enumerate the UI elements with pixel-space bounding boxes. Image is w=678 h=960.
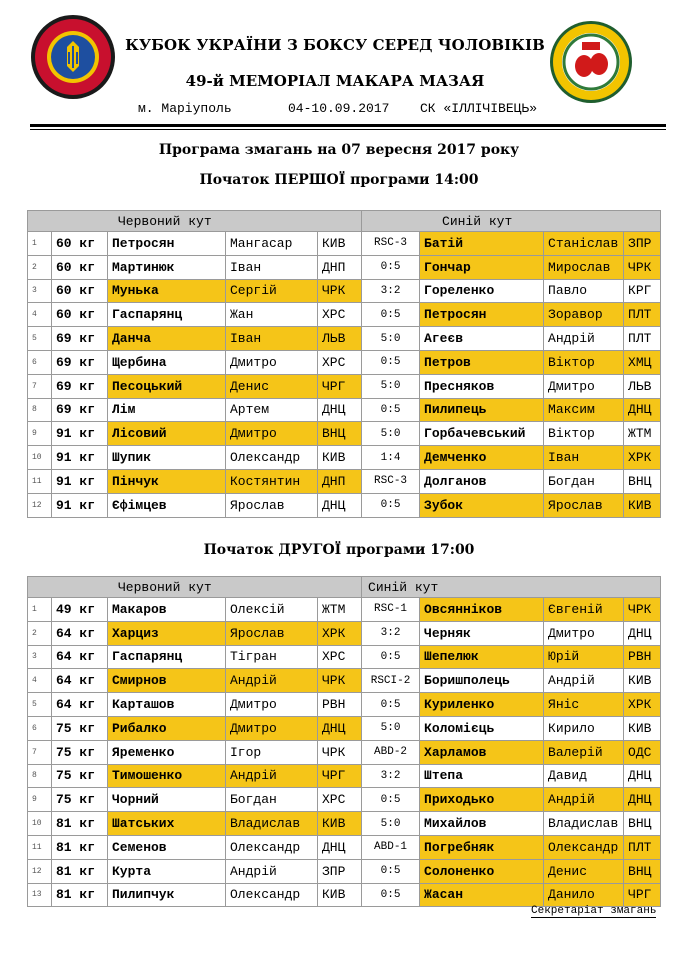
bout-result: 0:5 [362,788,420,812]
bout-number: 4 [28,669,52,693]
blue-region: ВНЦ [624,859,661,883]
red-last-name: Макаров [108,598,226,622]
blue-region: ЗПР [624,232,661,256]
blue-region: ЧРК [624,598,661,622]
blue-last-name: Долганов [420,469,544,493]
blue-first-name: Давид [544,764,624,788]
bout-number: 11 [28,835,52,859]
blue-last-name: Михайлов [420,812,544,836]
red-region: ДНЦ [318,493,362,517]
red-first-name: Олександр [226,446,318,470]
blue-last-name: Гончар [420,255,544,279]
blue-region: ПЛТ [624,327,661,351]
red-first-name: Богдан [226,788,318,812]
bout-row [28,598,661,622]
bout-result: 0:5 [362,883,420,907]
blue-first-name: Віктор [544,350,624,374]
bout-row [28,645,661,669]
donetsk-boxing-federation-logo-icon [549,20,633,104]
bout-row [28,327,661,351]
red-first-name: Артем [226,398,318,422]
blue-region: ЧРК [624,255,661,279]
red-first-name: Дмитро [226,350,318,374]
blue-first-name: Яніс [544,693,624,717]
bout-row [28,669,661,693]
blue-region: ВНЦ [624,812,661,836]
bout-result: 0:5 [362,255,420,279]
red-region: ВНЦ [318,422,362,446]
bout-result: ABD-1 [362,835,420,859]
bout-result: RSC-3 [362,469,420,493]
red-last-name: Лім [108,398,226,422]
red-region: ДНЦ [318,716,362,740]
red-last-name: Смирнов [108,669,226,693]
bout-result: RSCI-2 [362,669,420,693]
red-first-name: Владислав [226,812,318,836]
red-last-name: Пилипчук [108,883,226,907]
red-region: КИВ [318,883,362,907]
bout-row [28,764,661,788]
red-region: ХРС [318,645,362,669]
red-region: РВН [318,693,362,717]
red-last-name: Єфімцев [108,493,226,517]
weight-class: 69 кг [52,327,108,351]
weight-class: 60 кг [52,232,108,256]
bout-result: 5:0 [362,716,420,740]
weight-class: 60 кг [52,279,108,303]
secretariat-signature: Секретаріат змагань [531,905,657,917]
red-first-name: Ігор [226,740,318,764]
bout-result: ABD-2 [362,740,420,764]
blue-last-name: Горбачевський [420,422,544,446]
red-region: ДНЦ [318,398,362,422]
blue-first-name: Мирослав [544,255,624,279]
red-last-name: Песоцький [108,374,226,398]
weight-class: 91 кг [52,493,108,517]
bout-number: 12 [28,859,52,883]
blue-first-name: Зоравор [544,303,624,327]
weight-class: 81 кг [52,835,108,859]
blue-last-name: Зубок [420,493,544,517]
blue-last-name: Погребняк [420,835,544,859]
red-region: ЛЬВ [318,327,362,351]
program2-start: Початок ДРУГОЇ програми 17:00 [203,542,475,558]
red-last-name: Петросян [108,232,226,256]
blue-last-name: Петров [420,350,544,374]
red-region: КИВ [318,812,362,836]
blue-first-name: Владислав [544,812,624,836]
blue-last-name: Пресняков [420,374,544,398]
blue-region: КИВ [624,493,661,517]
red-first-name: Андрій [226,764,318,788]
weight-class: 64 кг [52,693,108,717]
red-last-name: Тимошенко [108,764,226,788]
blue-last-name: Черняк [420,621,544,645]
blue-last-name: Овсянніков [420,598,544,622]
bout-result: 0:5 [362,303,420,327]
blue-region: РВН [624,645,661,669]
bout-row [28,255,661,279]
bout-row [28,303,661,327]
red-first-name: Жан [226,303,318,327]
bout-number: 10 [28,446,52,470]
bout-number: 4 [28,303,52,327]
event-dates: 04-10.09.2017 [288,101,390,116]
blue-last-name: Куриленко [420,693,544,717]
weight-class: 64 кг [52,669,108,693]
header-divider-thin [30,129,666,130]
red-region: ДНЦ [318,835,362,859]
red-last-name: Гаспарянц [108,303,226,327]
blue-first-name: Станіслав [544,232,624,256]
red-last-name: Рибалко [108,716,226,740]
bout-number: 2 [28,255,52,279]
blue-last-name: Боришполець [420,669,544,693]
bout-number: 5 [28,693,52,717]
red-region: ЧРК [318,279,362,303]
blue-first-name: Богдан [544,469,624,493]
bout-number: 11 [28,469,52,493]
weight-class: 91 кг [52,446,108,470]
blue-last-name: Жасан [420,883,544,907]
blue-last-name: Пилипець [420,398,544,422]
bout-number: 8 [28,398,52,422]
blue-last-name: Батій [420,232,544,256]
red-region: ЧРК [318,669,362,693]
program1-start: Початок ПЕРШОЇ програми 14:00 [199,172,479,188]
bout-row [28,716,661,740]
blue-last-name: Петросян [420,303,544,327]
bout-number: 12 [28,493,52,517]
red-region: ЧРК [318,740,362,764]
bout-number: 9 [28,788,52,812]
blue-first-name: Максим [544,398,624,422]
program-title: Програма змагань на 07 вересня 2017 року [158,142,520,158]
bout-row [28,788,661,812]
weight-class: 75 кг [52,788,108,812]
blue-last-name: Коломієць [420,716,544,740]
bout-row [28,469,661,493]
weight-class: 75 кг [52,740,108,764]
red-region: ХРС [318,788,362,812]
red-last-name: Данча [108,327,226,351]
bout-row [28,740,661,764]
red-last-name: Семенов [108,835,226,859]
bout-result: 0:5 [362,693,420,717]
red-last-name: Чорний [108,788,226,812]
bout-row [28,279,661,303]
bout-result: 0:5 [362,493,420,517]
weight-class: 64 кг [52,645,108,669]
blue-last-name: Агеєв [420,327,544,351]
bout-row [28,398,661,422]
event-city: м. Маріуполь [138,101,232,116]
weight-class: 75 кг [52,764,108,788]
blue-region: ХРК [624,693,661,717]
weight-class: 81 кг [52,859,108,883]
program1-header-row [28,211,661,232]
blue-region: ОДС [624,740,661,764]
red-first-name: Іван [226,327,318,351]
bout-result: 5:0 [362,374,420,398]
red-last-name: Мунька [108,279,226,303]
blue-last-name: Шепелюк [420,645,544,669]
bout-result: 0:5 [362,859,420,883]
bout-number: 7 [28,740,52,764]
bout-row [28,422,661,446]
red-first-name: Костянтин [226,469,318,493]
bout-row [28,812,661,836]
weight-class: 81 кг [52,883,108,907]
red-first-name: Дмитро [226,716,318,740]
blue-region: ДНЦ [624,764,661,788]
bout-result: 5:0 [362,812,420,836]
weight-class: 91 кг [52,422,108,446]
red-corner-header: Червоний кут [28,577,362,598]
program2-bouts-table [27,576,661,907]
blue-first-name: Євгеній [544,598,624,622]
bout-result: 5:0 [362,422,420,446]
red-first-name: Сергій [226,279,318,303]
bout-result: RSC-1 [362,598,420,622]
blue-region: ДНЦ [624,621,661,645]
blue-region: ДНЦ [624,788,661,812]
red-region: ЧРГ [318,764,362,788]
blue-region: ВНЦ [624,469,661,493]
bout-number: 2 [28,621,52,645]
red-first-name: Ярослав [226,621,318,645]
header-divider [30,124,666,127]
red-first-name: Ярослав [226,493,318,517]
red-region: КИВ [318,232,362,256]
bout-row [28,621,661,645]
bout-row [28,859,661,883]
blue-region: ЖТМ [624,422,661,446]
blue-first-name: Дмитро [544,374,624,398]
red-last-name: Яременко [108,740,226,764]
red-first-name: Тігран [226,645,318,669]
blue-last-name: Харламов [420,740,544,764]
blue-region: ПЛТ [624,303,661,327]
bout-row [28,693,661,717]
blue-first-name: Валерій [544,740,624,764]
red-region: ХРС [318,350,362,374]
bout-number: 1 [28,598,52,622]
blue-first-name: Павло [544,279,624,303]
blue-region: ПЛТ [624,835,661,859]
red-first-name: Олексій [226,598,318,622]
red-last-name: Шатських [108,812,226,836]
blue-last-name: Демченко [420,446,544,470]
red-region: ДНП [318,469,362,493]
blue-first-name: Дмитро [544,621,624,645]
bout-number: 3 [28,645,52,669]
blue-first-name: Андрій [544,327,624,351]
blue-region: ХРК [624,446,661,470]
blue-first-name: Юрій [544,645,624,669]
red-last-name: Мартинюк [108,255,226,279]
bout-result: 1:4 [362,446,420,470]
bout-number: 13 [28,883,52,907]
weight-class: 60 кг [52,303,108,327]
bout-number: 5 [28,327,52,351]
blue-region: КИВ [624,716,661,740]
blue-last-name: Гореленко [420,279,544,303]
bout-number: 10 [28,812,52,836]
blue-region: ЛЬВ [624,374,661,398]
red-last-name: Пінчук [108,469,226,493]
bout-number: 9 [28,422,52,446]
bout-result: 3:2 [362,279,420,303]
blue-first-name: Денис [544,859,624,883]
red-region: ЗПР [318,859,362,883]
bout-number: 6 [28,716,52,740]
blue-last-name: Солоненко [420,859,544,883]
red-first-name: Олександр [226,835,318,859]
red-region: ХРС [318,303,362,327]
bout-row [28,446,661,470]
red-first-name: Іван [226,255,318,279]
red-region: ЧРГ [318,374,362,398]
red-last-name: Курта [108,859,226,883]
bout-result: 0:5 [362,645,420,669]
blue-corner-header: Синій кут [362,211,661,232]
weight-class: 69 кг [52,374,108,398]
weight-class: 69 кг [52,350,108,374]
red-last-name: Шупик [108,446,226,470]
red-first-name: Дмитро [226,693,318,717]
red-last-name: Харциз [108,621,226,645]
bout-number: 3 [28,279,52,303]
ukraine-boxing-federation-logo-icon [30,14,116,100]
bout-row [28,835,661,859]
bout-row [28,883,661,907]
program1-bouts-table [27,210,661,518]
blue-first-name: Андрій [544,788,624,812]
bout-result: 0:5 [362,398,420,422]
blue-first-name: Ярослав [544,493,624,517]
red-region: ДНП [318,255,362,279]
red-last-name: Лісовий [108,422,226,446]
weight-class: 69 кг [52,398,108,422]
weight-class: 91 кг [52,469,108,493]
red-first-name: Мангасар [226,232,318,256]
bout-result: 0:5 [362,350,420,374]
blue-first-name: Олександр [544,835,624,859]
bout-result: 3:2 [362,621,420,645]
blue-region: КИВ [624,669,661,693]
blue-last-name: Приходько [420,788,544,812]
blue-region: КРГ [624,279,661,303]
weight-class: 64 кг [52,621,108,645]
tournament-title: КУБОК УКРАЇНИ З БОКСУ СЕРЕД ЧОЛОВІКІВ [125,36,545,54]
bout-number: 7 [28,374,52,398]
red-first-name: Андрій [226,859,318,883]
red-region: ХРК [318,621,362,645]
bout-row [28,374,661,398]
blue-region: ХМЦ [624,350,661,374]
bout-number: 8 [28,764,52,788]
blue-region: ДНЦ [624,398,661,422]
red-first-name: Олександр [226,883,318,907]
weight-class: 81 кг [52,812,108,836]
blue-region: ЧРГ [624,883,661,907]
event-venue: СК «ІЛЛІЧІВЕЦЬ» [420,101,538,116]
blue-first-name: Андрій [544,669,624,693]
red-first-name: Дмитро [226,422,318,446]
blue-first-name: Кирило [544,716,624,740]
red-last-name: Карташов [108,693,226,717]
red-first-name: Андрій [226,669,318,693]
bout-row [28,350,661,374]
blue-first-name: Віктор [544,422,624,446]
red-last-name: Гаспарянц [108,645,226,669]
blue-last-name: Штепа [420,764,544,788]
bout-number: 1 [28,232,52,256]
bout-result: 3:2 [362,764,420,788]
bout-result: RSC-3 [362,232,420,256]
blue-corner-header: Синій кут [362,577,661,598]
bout-row [28,232,661,256]
blue-first-name: Данило [544,883,624,907]
weight-class: 75 кг [52,716,108,740]
bout-row [28,493,661,517]
red-corner-header: Червоний кут [28,211,362,232]
red-region: КИВ [318,446,362,470]
red-region: ЖТМ [318,598,362,622]
program2-header-row [28,577,661,598]
bout-result: 5:0 [362,327,420,351]
red-last-name: Щербина [108,350,226,374]
red-first-name: Денис [226,374,318,398]
weight-class: 49 кг [52,598,108,622]
weight-class: 60 кг [52,255,108,279]
bout-number: 6 [28,350,52,374]
blue-first-name: Іван [544,446,624,470]
memorial-title: 49-й МЕМОРІАЛ МАКАРА МАЗАЯ [185,72,485,90]
